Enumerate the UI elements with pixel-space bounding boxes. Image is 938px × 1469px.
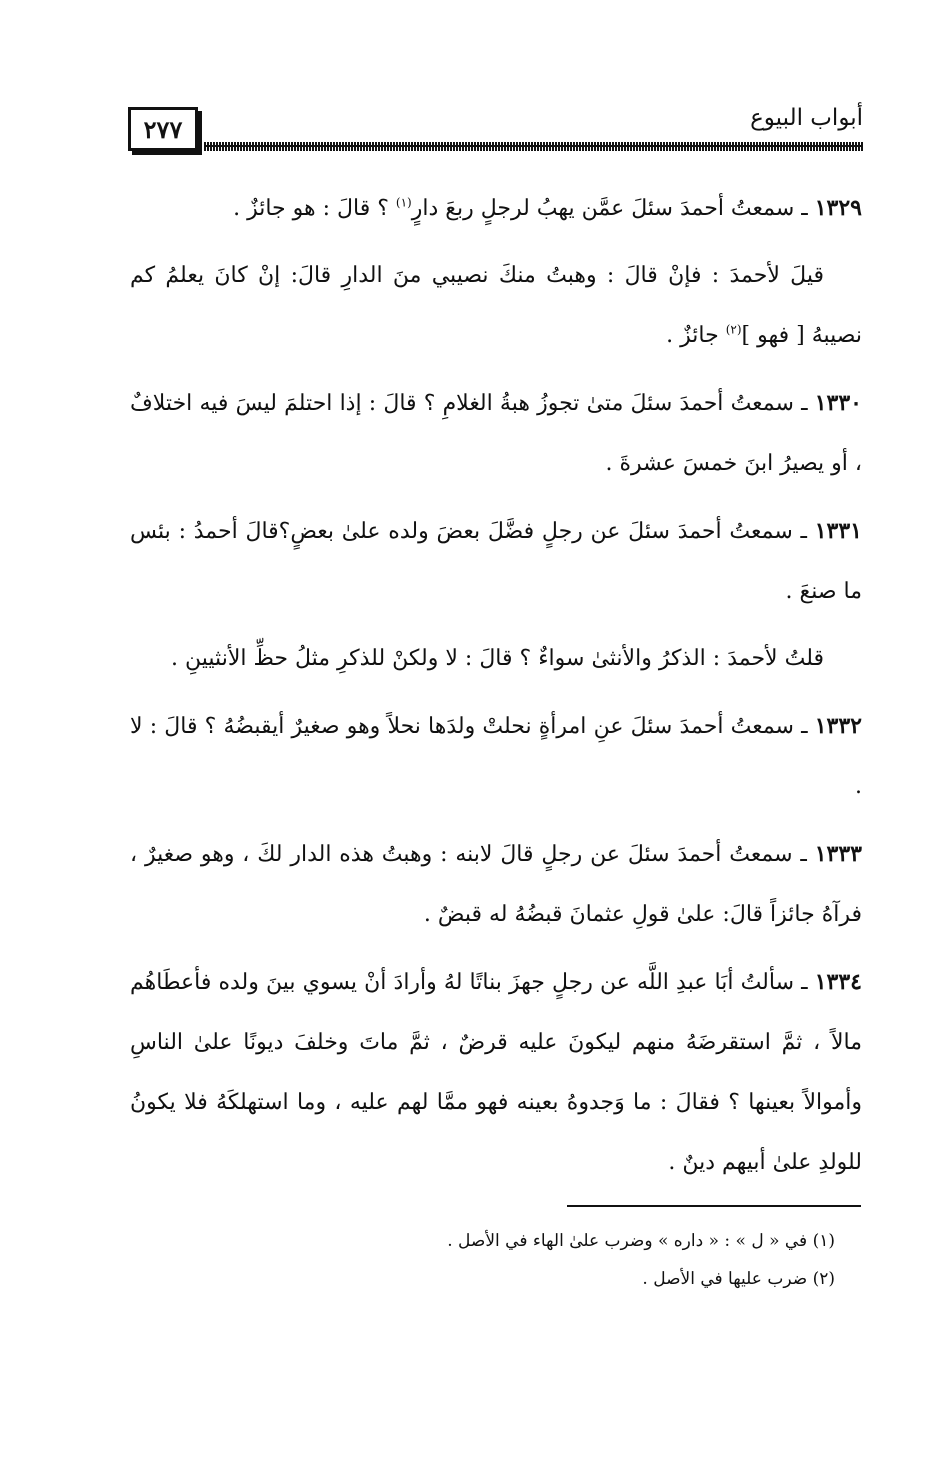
paragraph-text: ـ سمعتُ أحمدَ سئلَ عن رجلٍ فضَّلَ بعضَ ولده علىٰ بعضٍ؟قالَ أحمدُ : بئس ما صنعَ . <box>130 519 862 604</box>
paragraph-text: جائزٌ . <box>666 323 726 348</box>
paragraph-1329 <box>130 178 862 239</box>
entry-number: ١٣٣٢ <box>814 713 862 739</box>
paragraph-1330 <box>130 373 862 494</box>
footnotes <box>330 1222 835 1298</box>
paragraph-1331 <box>130 501 862 622</box>
page-number: ٢٧٧ <box>143 114 183 144</box>
entry-number: ١٣٣٣ <box>814 841 862 867</box>
paragraph-continuation <box>130 629 862 689</box>
page-number-box <box>128 107 198 151</box>
paragraph-continuation <box>130 246 862 366</box>
paragraph-text: ـ سمعتُ أحمدَ سئلَ عنِ امرأةٍ نحلتْ ولدَها نحلاً وهو صغيرٌ أيقبضُهُ ؟ قالَ : لا . <box>130 714 862 799</box>
header-rule <box>204 142 863 151</box>
paragraph-text: ـ سمعتُ أحمدَ سئلَ عمَّن يهبُ لرجلٍ ربعَ دارٍ <box>411 196 815 221</box>
paragraph-1332 <box>130 696 862 817</box>
chapter-title: أبواب البيوع <box>750 105 863 131</box>
entry-number: ١٣٢٩ <box>814 195 862 221</box>
entry-number: ١٣٣٠ <box>814 390 862 416</box>
footnote-ref: (١) <box>395 195 412 210</box>
paragraph-text: ؟ قالَ : هو جائزٌ . <box>233 196 396 221</box>
paragraph-1333 <box>130 824 862 945</box>
entry-number: ١٣٣١ <box>814 518 862 544</box>
main-text <box>130 178 862 1200</box>
entry-number: ١٣٣٤ <box>814 969 862 995</box>
footnote-ref: (٢) <box>725 322 742 337</box>
paragraph-text: ـ سمعتُ أحمدَ سئلَ عن رجلٍ قالَ لابنه : وهبتُ هذه الدار لكَ ، وهو صغيرٌ ، فرآهُ جائزاً قالَ: علىٰ قولِ عثمانَ قبضُهُ له قبضٌ . <box>130 842 862 927</box>
footnote-1: (١) في « ل » : « داره » وضرب علىٰ الهاء في الأصل . <box>447 1231 835 1251</box>
paragraph-1334 <box>130 952 862 1193</box>
paragraph-text: قلتُ لأحمدَ : الذكرُ والأنثىٰ سواءٌ ؟ قالَ : لا ولكنْ للذكرِ مثلُ حظِّ الأنثيينِ . <box>171 646 824 671</box>
paragraph-text: ـ سألتُ أبَا عبدِ اللَّه عن رجلٍ جهزَ بناتًا لهُ وأرادَ أنْ يسوي بينَ ولده فأعطَاهُم مالاً ، ثمَّ استقرضَهُ منهم ليكونَ عليه قرضٌ ، ثمَّ ماتَ وخلفَ ديونًا علىٰ الناسِ وأموالاً بعينها ؟ فقالَ : ما وَجدوهُ بعينه فهو ممَّا لهم عليه ، وما استهلكَهُ فلا يكونُ للولدِ علىٰ أبيهم دينٌ . <box>130 970 862 1175</box>
page-header <box>128 105 863 155</box>
footnote-separator <box>567 1205 861 1207</box>
paragraph-text: ـ سمعتُ أحمدَ سئلَ متىٰ تجوزُ هبةُ الغلامِ ؟ قالَ : إذا احتلمَ ليسَ فيه اختلافٌ ، أو يصيرُ ابنَ خمسَ عشرةَ . <box>130 391 862 476</box>
footnote-2: (٢) ضرب عليها في الأصل . <box>642 1269 835 1289</box>
paragraph-text: قيلَ لأحمدَ : فإنْ قالَ : وهبتُ منكَ نصيبي منَ الدارِ قالَ: إنْ كانَ يعلمُ كم نصيبهُ [ فهو ] <box>130 263 862 348</box>
